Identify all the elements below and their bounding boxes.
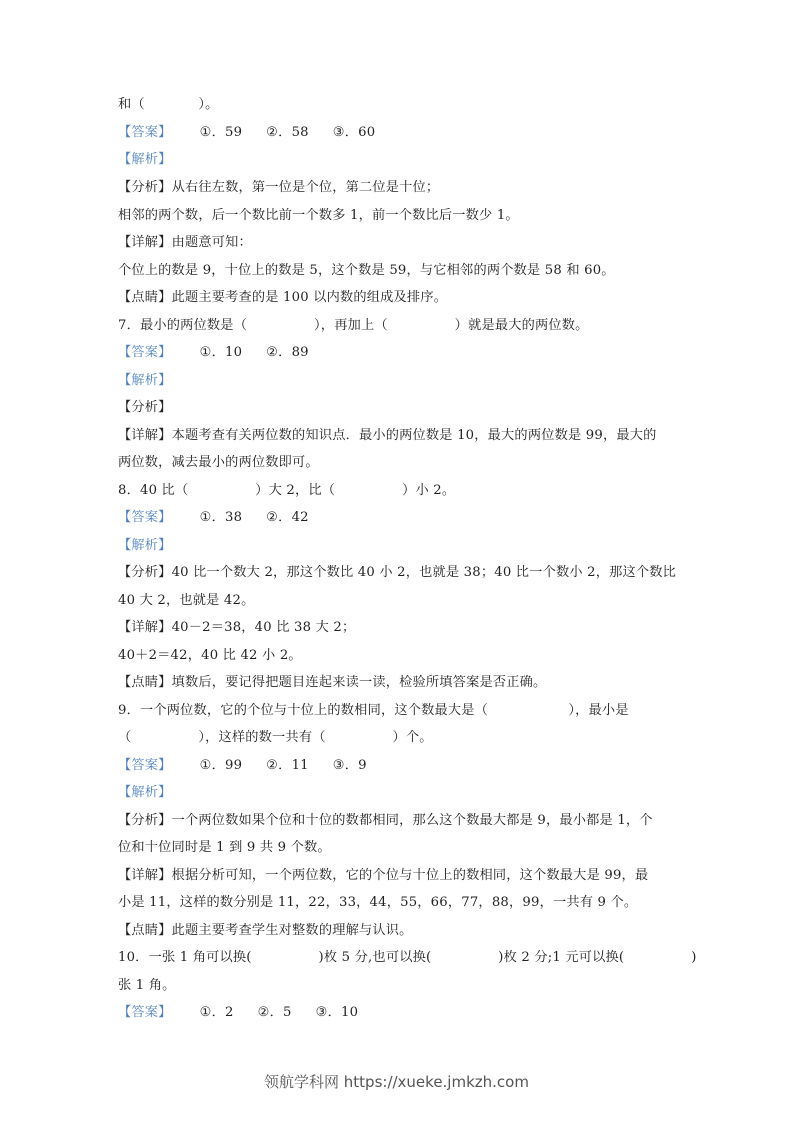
section-line (118, 399, 172, 417)
line-text: 张 1 角。 (118, 978, 176, 993)
answer-line (118, 509, 309, 527)
line-text: 10．一张 1 角可以换( )枚 5 分,也可以换( )枚 2 分;1 元可以换( ) (118, 950, 697, 965)
line-text: 40＋2＝42，40 比 42 小 2。 (118, 648, 302, 663)
line-text: 和（ ）。 (118, 97, 219, 112)
section-line (118, 619, 355, 637)
explanation-heading (118, 537, 172, 555)
answer-line (118, 124, 375, 142)
section-tag: 【详解】 (118, 868, 172, 883)
analysis-label: 【解析】 (118, 152, 172, 167)
section-tag: 【详解】 (118, 620, 172, 635)
explanation-heading (118, 151, 172, 169)
line-text: 由题意可知： (171, 235, 252, 250)
line-text: 从右往左数，第一位是个位，第二位是十位； (171, 180, 440, 195)
line-text: 本题考查有关两位数的知识点．最小的两位数是 10，最大的两位数是 99，最大的 (171, 428, 657, 443)
text-line (118, 317, 589, 335)
answer-value: ①．38 (199, 510, 243, 525)
text-line (118, 207, 519, 225)
answer-value: ②．58 (266, 125, 309, 140)
text-line (118, 96, 219, 114)
text-line (118, 702, 629, 720)
line-text: 两位数，减去最小的两位数即可。 (118, 455, 319, 470)
text-line (118, 949, 697, 967)
section-line (118, 812, 653, 830)
section-tag: 【点睛】 (118, 290, 172, 305)
answer-value: ③．10 (315, 1005, 359, 1020)
line-text: 相邻的两个数，后一个数比前一个数多 1，前一个数比后一数少 1。 (118, 208, 519, 223)
text-line (118, 592, 254, 610)
analysis-label: 【解析】 (118, 538, 172, 553)
section-line (118, 564, 676, 582)
line-text: （ ），这样的数一共有（ ）个。 (118, 730, 433, 745)
line-text: 小是 11，这样的数分别是 11，22，33，44，55，66，77，88，99，一共有 9 个。 (118, 895, 638, 910)
answer-value: ③．60 (332, 125, 376, 140)
text-line (118, 482, 455, 500)
answer-label: 【答案】 (118, 345, 172, 360)
line-text: 个位上的数是 9，十位上的数是 5，这个数是 59，与它相邻的两个数是 58 和 60。 (118, 263, 615, 278)
line-text: 一个两位数如果个位和十位的数都相同，那么这个数最大都是 9，最小都是 1，个 (171, 813, 653, 828)
section-line (118, 289, 447, 307)
answer-value: ②．89 (266, 345, 309, 360)
section-line (118, 867, 648, 885)
section-tag: 【详解】 (118, 235, 172, 250)
answer-value: ①．10 (199, 345, 243, 360)
section-tag: 【分析】 (118, 400, 172, 415)
section-tag: 【分析】 (118, 565, 172, 580)
line-text: 9．一个两位数，它的个位与十位上的数相同，这个数最大是（ ），最小是 (118, 703, 629, 718)
answer-label: 【答案】 (118, 510, 172, 525)
text-line (118, 894, 637, 912)
section-tag: 【分析】 (118, 813, 172, 828)
section-tag: 【点睛】 (118, 923, 172, 938)
answer-label: 【答案】 (118, 1005, 172, 1020)
answer-value: ②．5 (257, 1005, 292, 1020)
text-line (118, 729, 433, 747)
section-line (118, 179, 439, 197)
line-text: 8．40 比（ ）大 2，比（ ）小 2。 (118, 483, 456, 498)
answer-value: ①．2 (199, 1005, 234, 1020)
analysis-label: 【解析】 (118, 373, 172, 388)
text-line (118, 839, 331, 857)
analysis-label: 【解析】 (118, 785, 172, 800)
text-line (118, 977, 176, 995)
line-text: 根据分析可知，一个两位数，它的个位与十位上的数相同，这个数最大是 99，最 (171, 868, 649, 883)
text-line (118, 647, 302, 665)
section-tag: 【分析】 (118, 180, 172, 195)
line-text: 40 大 2，也就是 42。 (118, 593, 255, 608)
answer-value: ①．59 (199, 125, 243, 140)
line-text: 40－2＝38，40 比 38 大 2； (171, 620, 356, 635)
section-tag: 【详解】 (118, 428, 172, 443)
answer-line (118, 1004, 358, 1022)
answer-label: 【答案】 (118, 758, 172, 773)
line-text: 位和十位同时是 1 到 9 共 9 个数。 (118, 840, 331, 855)
explanation-heading (118, 372, 172, 390)
text-line (118, 454, 319, 472)
section-tag: 【点睛】 (118, 675, 172, 690)
answer-line (118, 344, 309, 362)
line-text: 7．最小的两位数是（ ），再加上（ ）就是最大的两位数。 (118, 318, 589, 333)
section-line (118, 674, 546, 692)
line-text: 40 比一个数大 2，那这个数比 40 小 2，也就是 38；40 比一个数小 2，那这个数比 (171, 565, 677, 580)
footer-watermark: 领航学科网 https://xueke.jmkzh.com (264, 1073, 529, 1091)
answer-value: ③．9 (332, 758, 367, 773)
line-text: 填数后，要记得把题目连起来读一读，检验所填答案是否正确。 (171, 675, 547, 690)
line-text: 此题主要考查学生对整数的理解与认识。 (171, 923, 413, 938)
text-line (118, 262, 615, 280)
section-line (118, 234, 252, 252)
explanation-heading (118, 784, 172, 802)
answer-value: ②．42 (266, 510, 309, 525)
answer-value: ②．11 (266, 758, 309, 773)
answer-line (118, 757, 367, 775)
answer-label: 【答案】 (118, 125, 172, 140)
section-line (118, 922, 413, 940)
section-line (118, 427, 657, 445)
answer-value: ①．99 (199, 758, 243, 773)
line-text: 此题主要考查的是 100 以内数的组成及排序。 (171, 290, 448, 305)
